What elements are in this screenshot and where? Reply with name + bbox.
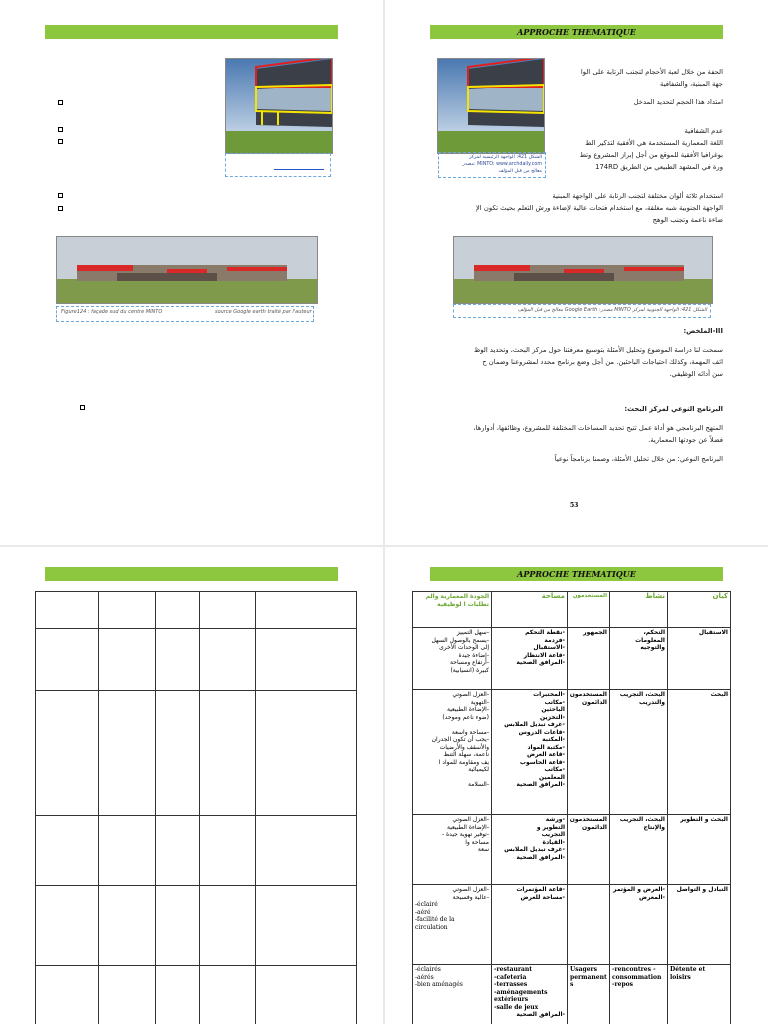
cell-quality bbox=[413, 815, 492, 885]
page-top-left bbox=[0, 0, 383, 545]
header-bar-top-left bbox=[45, 25, 338, 39]
cell-spaces-line: extérieurs bbox=[494, 996, 529, 1003]
empty-grid-table bbox=[35, 591, 357, 1024]
bullet-2 bbox=[58, 127, 63, 132]
cell-quality bbox=[413, 965, 492, 1024]
cell-spaces-line: -مكاتب bbox=[544, 766, 565, 773]
col-quality: الجودة المعمارية والم تطلبات ا لوظيفية bbox=[413, 592, 492, 628]
cell-users bbox=[568, 885, 610, 965]
cell-users: Usagers permanent s bbox=[568, 965, 610, 1024]
cell-quality-line: -السلامة bbox=[467, 781, 489, 788]
caption-main-facade-right bbox=[438, 152, 546, 178]
page-bottom-left bbox=[0, 547, 383, 1024]
header-bar-top-right: APPROCHE THEMATIQUE bbox=[430, 25, 723, 39]
paragraph-method bbox=[425, 422, 723, 446]
cell-spaces-line: -قاعة العرض bbox=[527, 751, 565, 758]
south-facade-graphic-right bbox=[454, 237, 712, 303]
cell-spaces bbox=[492, 815, 568, 885]
cell-quality-line: -العزل الصوتي bbox=[452, 691, 489, 698]
south-facade-photo-left bbox=[56, 236, 318, 304]
page-top-right bbox=[385, 0, 768, 545]
para1-line-2: جهة المبنية، والشفافية bbox=[660, 80, 723, 88]
cell-spaces-line: -المكتبة bbox=[542, 736, 565, 743]
cell-quality-line: -aérés bbox=[415, 973, 434, 981]
building-photo-graphic-right bbox=[438, 59, 544, 153]
method-line-2: فضلاً عن جودتها المعمارية. bbox=[648, 436, 723, 444]
para2-line-2: اللغة المعمارية المستخدمة هي الأفقية لتذكير الط bbox=[585, 139, 723, 147]
cell-users: المستخدمون الدائمون bbox=[568, 815, 610, 885]
cell-quality-line: -يسمح بالوصول السهل bbox=[431, 636, 489, 644]
para3-line-1: استخدام ثلاثة ألوان مختلفة لتجنب الرتابة على الواجهة المبنية bbox=[552, 192, 723, 200]
cell-entity: البحث و التطوير bbox=[668, 815, 731, 885]
cell-quality-line: -إضاءة جيدة bbox=[458, 651, 489, 659]
cell-quality-line: يف ومقاومة للمواد ا bbox=[438, 758, 489, 766]
caption1-line-3: معالج من قبل المؤلف bbox=[498, 169, 542, 174]
cell-quality-line: -العزل الصوتي bbox=[452, 886, 489, 893]
program-table-body bbox=[413, 628, 731, 1024]
cell-spaces-line: -aménagements bbox=[494, 988, 548, 996]
cell-quality-line: -توفير تهوية جيدة - bbox=[441, 831, 489, 838]
bullet-5 bbox=[58, 206, 63, 211]
bullet-4 bbox=[58, 193, 63, 198]
cell-entity: الاستقبال bbox=[668, 628, 731, 690]
cell-quality-line: مساحة وا bbox=[465, 838, 489, 846]
cell-quality-line: -الإضاءة الطبيعية bbox=[446, 706, 489, 713]
section-summary-title: III-الملخص: bbox=[683, 327, 723, 335]
cell-spaces-line: -غرف تبديل الملابس bbox=[504, 721, 565, 728]
cell-quality-line: -عالية وفسيحة bbox=[452, 893, 489, 901]
para2-line-1: عدم الشفافية bbox=[684, 127, 723, 135]
cell-quality-line: -aéré bbox=[415, 908, 431, 916]
page-number: 53 bbox=[570, 502, 579, 509]
cell-quality-line: لكيميائية bbox=[468, 766, 489, 773]
para3-line-3: ضاءة ناعمة وتجنب الوهج bbox=[652, 216, 723, 224]
cell-quality-line: إلى الوحدات الأخرى bbox=[439, 644, 489, 651]
cell-spaces-line: -المرافق الصحية bbox=[516, 1011, 565, 1018]
qualitative-program-heading: البرنامج النوعي لمركز البحث: bbox=[624, 405, 723, 413]
caption-south-facade-left bbox=[56, 306, 314, 322]
cell-entity: Détente et loisirs bbox=[668, 965, 731, 1024]
cell-spaces-line: -مكتبة المواد bbox=[527, 743, 565, 751]
caption1-line-1: الشكل 421: الواجهة الرئيسية لمركز bbox=[469, 155, 542, 160]
cell-quality-line: (ضوء ناعم وموحد) bbox=[442, 713, 489, 721]
cell-activity: التحكم، المعلومات والتوجيه bbox=[610, 628, 668, 690]
caption-south-facade-right bbox=[453, 304, 711, 318]
cell-entity: البحث bbox=[668, 690, 731, 815]
cell-quality-line: -الإضاءة الطبيعية bbox=[446, 823, 489, 831]
building-photo-graphic bbox=[226, 59, 332, 153]
cell-spaces-line: -نقطة التحكم bbox=[525, 629, 565, 636]
cell-activity: البحث، التجريب والتدريب bbox=[610, 690, 668, 815]
cell-quality-line: -أرتفاع ومساحة bbox=[450, 659, 489, 666]
cell-activity: -العرض و المؤتمر -المعرض bbox=[610, 885, 668, 965]
cell-entity: التبادل و التواصل bbox=[668, 885, 731, 965]
cell-quality bbox=[413, 690, 492, 815]
summary-line-2: ائف المهمة، وكذلك احتياجات الباحثين. من أجل وضع برنامج محدد لمشروعنا وضمان ح bbox=[482, 358, 723, 366]
cell-spaces-line: -قاعات الدروس bbox=[518, 728, 565, 736]
cell-spaces-line: -مكاتب bbox=[544, 698, 565, 706]
caption-south-figure: Figure124 : façade sud du centre MINTO bbox=[61, 309, 163, 315]
cell-spaces-line: الباحثين bbox=[541, 706, 565, 713]
cell-spaces-line: التطوير و bbox=[536, 823, 565, 831]
cell-activity: البحث، التجريب والإنتاج bbox=[610, 815, 668, 885]
cell-quality-line: -التهوية bbox=[470, 698, 489, 706]
cell-spaces-line: -restaurant bbox=[494, 966, 533, 973]
para2-line-3: بوغرافيا الأفقية للموقع من أجل إبراز المشروع وتط bbox=[579, 151, 723, 159]
cell-quality-line: -éclairés bbox=[415, 966, 441, 973]
col-activity: نشاط bbox=[610, 592, 668, 628]
south-facade-graphic bbox=[57, 237, 317, 303]
cell-quality-line: -éclairé bbox=[415, 901, 438, 908]
building-photo-main-left bbox=[225, 58, 333, 154]
caption2-text: الشكل 421: الواجهة الجنوبية لمركز MINTO مصدر: Google Earth معالج من قبل المؤلف bbox=[517, 307, 707, 313]
caption-box-empty-left bbox=[225, 153, 331, 177]
cell-spaces-line: -القيادة bbox=[542, 838, 565, 846]
cell-spaces-line: -المرافق الصحية bbox=[516, 781, 565, 788]
paragraph-colors bbox=[425, 190, 723, 226]
cell-spaces-line: -cafeteria bbox=[494, 973, 527, 981]
cell-quality-line: -العزل الصوتي bbox=[452, 816, 489, 823]
bullet-1 bbox=[58, 100, 63, 105]
cell-users: الجمهور bbox=[568, 628, 610, 690]
cell-spaces-line: -salle de jeux bbox=[494, 1003, 539, 1011]
building-photo-main-right bbox=[437, 58, 545, 154]
cell-quality-line: -مساحة واسعة bbox=[451, 728, 489, 736]
cell-spaces-line: -terrasses bbox=[494, 981, 528, 988]
table-row bbox=[413, 965, 731, 1024]
cell-spaces-line: -قاعة الانتظار bbox=[523, 651, 565, 659]
para3-line-2: الواجهة الجنوبية شبه مغلقة، مع استخدام فتحات عالية لإضاءة ورش التعلم بحيث تكون الإ bbox=[475, 204, 723, 212]
caption1-line-2: MINTO: www.archdaily.com :مصدر bbox=[462, 162, 542, 167]
method-line-1: المنهج البرنامجي هو أداة عمل تتيح تحديد المساحات المختلفة للمشروع، وظائفها، أدوارها، bbox=[473, 424, 723, 432]
para2-line-4: ورة في المشهد الطبيعي من الطريق 174RD bbox=[595, 163, 723, 171]
paragraph-final: البرنامج النوعي: من خلال تحليل الأمثلة، وصمنا برنامجاً نوعياً bbox=[554, 455, 723, 463]
cell-quality-line: والأسقف والأرضيات bbox=[439, 743, 489, 751]
paragraph-summary bbox=[425, 344, 723, 380]
cell-quality-line: كبيرة (انسيابية) bbox=[450, 666, 489, 674]
table-row bbox=[413, 815, 731, 885]
cell-spaces-line: -الاستقبال bbox=[533, 644, 565, 651]
table-row bbox=[413, 885, 731, 965]
caption-south-source: source Google earth traité par l'auteur bbox=[215, 309, 312, 315]
cell-spaces bbox=[492, 965, 568, 1024]
cell-spaces bbox=[492, 690, 568, 815]
col-users: المستخدمون bbox=[568, 592, 610, 628]
cell-spaces-line: -المرافق الصحية bbox=[516, 853, 565, 861]
header-bar-bottom-right: APPROCHE THEMATIQUE bbox=[430, 567, 723, 581]
cell-quality-line: circulation bbox=[415, 923, 448, 931]
cell-spaces-line: -قاعة المؤتمرات bbox=[516, 886, 565, 893]
cell-spaces-line: -المرافق الصحية bbox=[516, 659, 565, 666]
caption-link-line bbox=[274, 169, 324, 170]
cell-users: المستخدمون الدائمون bbox=[568, 690, 610, 815]
paragraph-opacity bbox=[545, 125, 723, 173]
cell-quality-line: سعة bbox=[477, 846, 489, 853]
cell-spaces bbox=[492, 885, 568, 965]
cell-spaces-line: -فردمة bbox=[544, 636, 565, 644]
cell-spaces-line: التجريب bbox=[541, 831, 565, 838]
summary-line-3: سن أدائه الوظيفي. bbox=[669, 370, 723, 378]
table-row bbox=[413, 628, 731, 690]
paragraph-volumes bbox=[545, 66, 723, 108]
cell-spaces bbox=[492, 628, 568, 690]
cell-quality-line bbox=[415, 721, 489, 729]
table-row bbox=[413, 690, 731, 815]
bullet-3 bbox=[58, 139, 63, 144]
para1-line-1: الحفة من خلال لعبة الأحجام لتجنب الرتابة على الوا bbox=[580, 68, 723, 76]
bullet-6 bbox=[80, 405, 85, 410]
cell-spaces-line: -المختبرات bbox=[533, 691, 565, 698]
summary-line-1: سمحت لنا دراسة الموضوع وتحليل الأمثلة بتوسيع معرفتنا حول مركز البحث، وتحديد الوظ bbox=[474, 346, 723, 354]
cell-quality-line: -يجب أن تكون الجدران bbox=[431, 736, 489, 743]
cell-quality-line bbox=[415, 774, 489, 782]
col-entity: كيان bbox=[668, 592, 731, 628]
cell-quality-line: -سهل التمييز bbox=[456, 629, 489, 636]
cell-spaces-line: -غرف تبديل الملابس bbox=[504, 846, 565, 853]
cell-quality-line: ناعمة، سهلة التنظ bbox=[443, 751, 489, 758]
south-facade-photo-right bbox=[453, 236, 713, 304]
col-space: مساحة bbox=[492, 592, 568, 628]
cell-spaces-line: -قاعة الحاسوب bbox=[519, 758, 565, 766]
cell-spaces-line: المعلمين bbox=[538, 773, 565, 781]
program-table bbox=[412, 591, 731, 1024]
cell-spaces-line: -ورشة bbox=[545, 816, 565, 823]
page-bottom-right bbox=[385, 547, 768, 1024]
cell-quality bbox=[413, 885, 492, 965]
cell-quality-line: -bien aménagés bbox=[415, 981, 463, 988]
cell-spaces-line: -مساحة للعرض bbox=[520, 893, 565, 901]
cell-activity: -rencontres - consommation -repos bbox=[610, 965, 668, 1024]
cell-quality-line: -facilité de la bbox=[415, 916, 455, 923]
cell-quality bbox=[413, 628, 492, 690]
header-bar-bottom-left bbox=[45, 567, 338, 581]
para1-line-3: امتداد هذا الحجم لتحديد المدخل bbox=[633, 98, 723, 106]
cell-spaces-line: -التخزين bbox=[540, 713, 565, 721]
